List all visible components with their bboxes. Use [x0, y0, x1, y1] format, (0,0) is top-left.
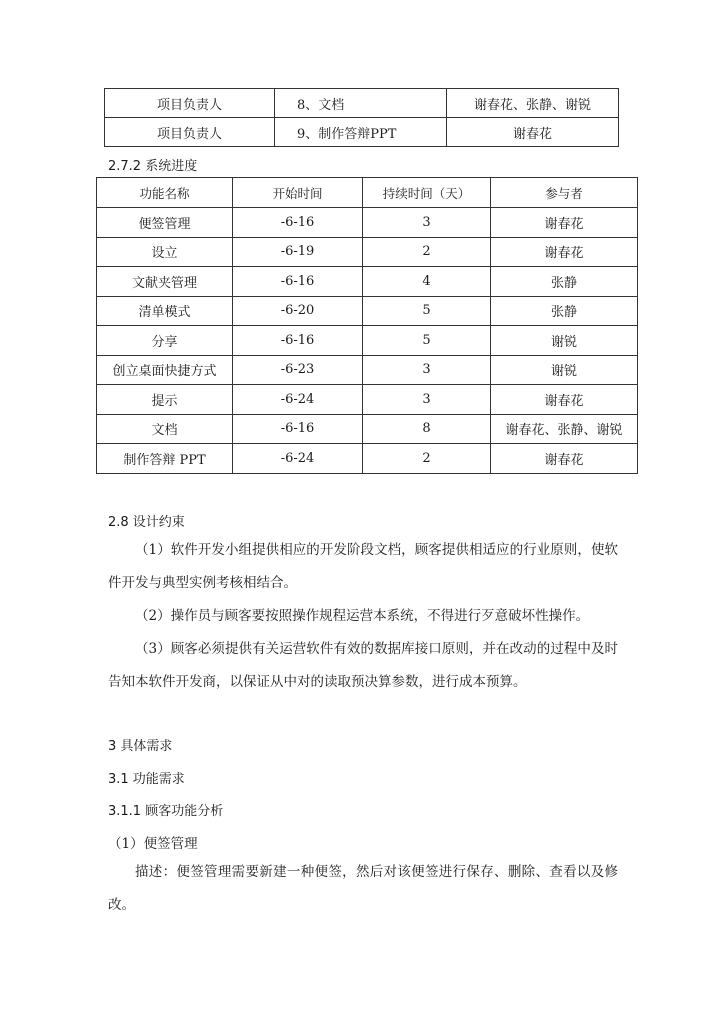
section-heading: 3 具体需求: [108, 739, 173, 754]
table-cell: -6-16: [233, 208, 363, 238]
table-cell: 制作答辩 PPT: [97, 444, 233, 474]
paragraph: （2）操作员与顾客要按照操作规程运营本系统，不得进行歹意破坏性操作。: [135, 608, 590, 624]
table-cell: 提示: [97, 385, 233, 415]
table-cell: 9、制作答辩PPT: [275, 118, 447, 147]
list-item-label: （1）便签管理: [108, 836, 198, 852]
table-cell: 谢春花、张静、谢锐: [491, 414, 638, 444]
table-row: [97, 385, 638, 415]
table-cell: 文献夹管理: [97, 267, 233, 297]
table-cell: -6-16: [233, 326, 363, 356]
table-cell: 谢春花: [491, 444, 638, 474]
table-cell: 3: [363, 208, 491, 238]
table-cell: 谢春花: [491, 237, 638, 267]
table-cell: 2: [363, 237, 491, 267]
table-cell: 文档: [97, 414, 233, 444]
table-cell: 设立: [97, 237, 233, 267]
section-heading: 2.7.2 系统进度: [108, 159, 198, 174]
column-header: 持续时间（天）: [363, 178, 491, 208]
table-row: [97, 208, 638, 238]
table-row: [97, 355, 638, 385]
table-cell: 谢春花、张静、谢锐: [447, 89, 619, 118]
table-cell: 清单模式: [97, 296, 233, 326]
table-cell: 8、文档: [275, 89, 447, 118]
table-row: [105, 118, 619, 147]
section-heading: 3.1 功能需求: [108, 772, 185, 787]
table-cell: -6-24: [233, 444, 363, 474]
table-cell: 张静: [491, 267, 638, 297]
table-row: [97, 267, 638, 297]
table-row: [97, 326, 638, 356]
responsibility-table: [104, 88, 619, 147]
section-heading: 2.8 设计约束: [108, 515, 185, 530]
table-cell: 3: [363, 355, 491, 385]
table-cell: 谢锐: [491, 326, 638, 356]
table-cell: 2: [363, 444, 491, 474]
table-cell: 谢春花: [491, 208, 638, 238]
table-cell: -6-23: [233, 355, 363, 385]
section-heading: 3.1.1 顾客功能分析: [108, 804, 224, 819]
table-cell: 4: [363, 267, 491, 297]
table-cell: 5: [363, 296, 491, 326]
table-header-row: [97, 178, 638, 208]
progress-table: [96, 177, 638, 474]
table-cell: 分享: [97, 326, 233, 356]
description-paragraph: 描述：便签管理需要新建一种便签，然后对该便签进行保存、删除、查看以及修改。: [108, 864, 618, 913]
paragraph: （1）软件开发小组提供相应的开发阶段文档，顾客提供相适应的行业原则，使软件开发与典型实例考核相结合。: [108, 542, 618, 591]
table-cell: 张静: [491, 296, 638, 326]
column-header: 参与者: [491, 178, 638, 208]
table-cell: 创立桌面快捷方式: [97, 355, 233, 385]
table-cell: 3: [363, 385, 491, 415]
table-cell: -6-20: [233, 296, 363, 326]
table-row: [97, 444, 638, 474]
column-header: 功能名称: [97, 178, 233, 208]
table-cell: 谢春花: [491, 385, 638, 415]
table-row: [105, 89, 619, 118]
table-row: [97, 296, 638, 326]
table-row: [97, 414, 638, 444]
table-cell: 谢春花: [447, 118, 619, 147]
table-cell: -6-24: [233, 385, 363, 415]
table-cell: -6-19: [233, 237, 363, 267]
table-row: [97, 237, 638, 267]
table-cell: 项目负责人: [105, 89, 275, 118]
table-cell: 便签管理: [97, 208, 233, 238]
table-cell: 8: [363, 414, 491, 444]
paragraph: （3）顾客必须提供有关运营软件有效的数据库接口原则，并在改动的过程中及时告知本软件开发商，以保证从中对的读取预决算参数，进行成本预算。: [108, 641, 618, 690]
table-cell: 谢锐: [491, 355, 638, 385]
table-cell: -6-16: [233, 267, 363, 297]
table-cell: -6-16: [233, 414, 363, 444]
table-cell: 项目负责人: [105, 118, 275, 147]
column-header: 开始时间: [233, 178, 363, 208]
table-cell: 5: [363, 326, 491, 356]
